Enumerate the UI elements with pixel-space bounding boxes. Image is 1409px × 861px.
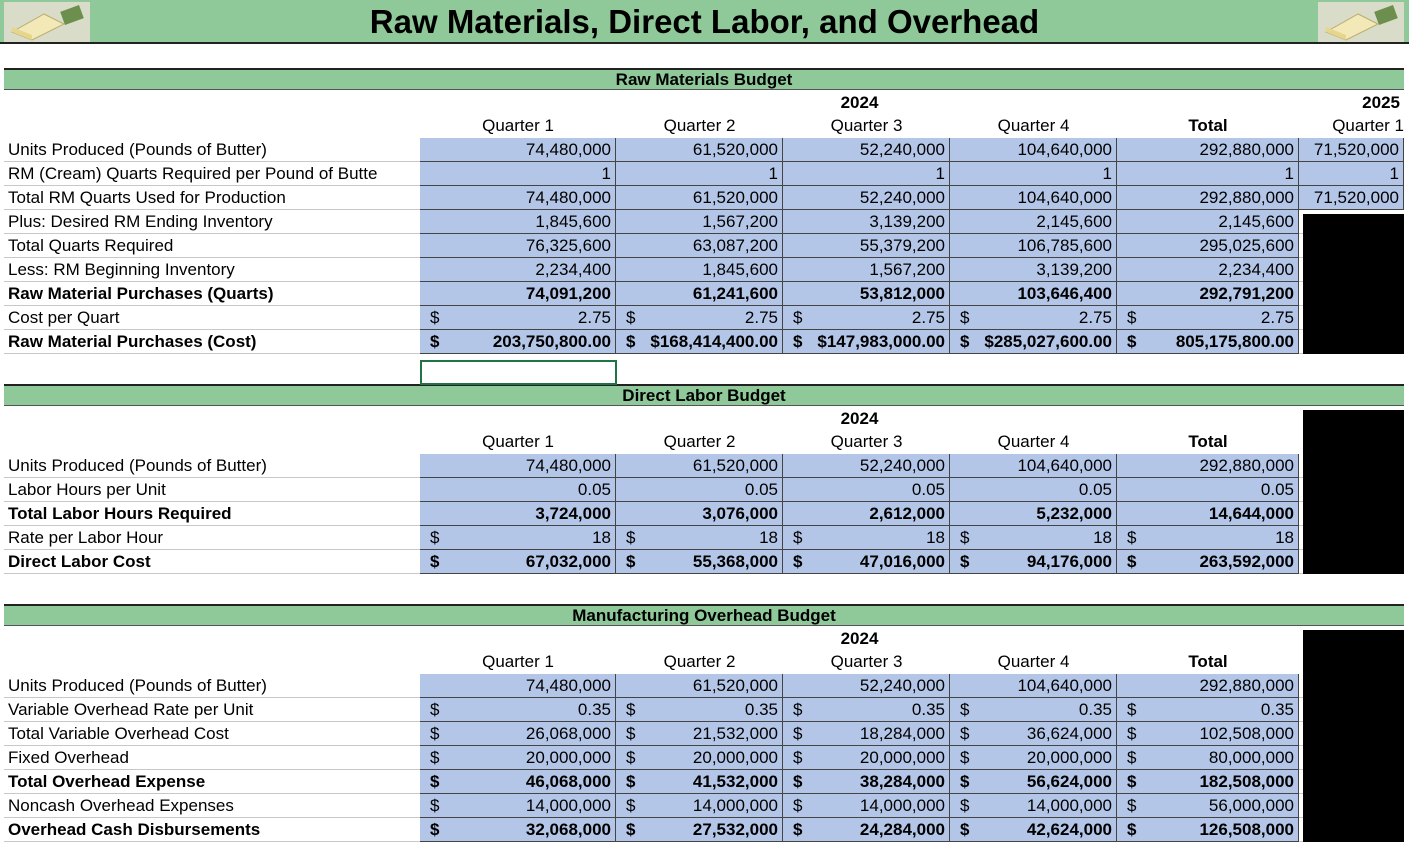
raw_materials-header-0: Quarter 1: [482, 116, 554, 135]
currency-symbol: $: [793, 820, 803, 839]
raw_materials-value-cell[interactable]: 1: [783, 162, 950, 186]
direct_labor-value-cell[interactable]: 47,016,000 $: [783, 550, 950, 574]
raw_materials-value-cell[interactable]: $285,027,600.00 $: [950, 330, 1117, 354]
currency-symbol: $: [430, 748, 440, 767]
currency-symbol: $: [626, 700, 636, 719]
raw_materials-row-label: Raw Material Purchases (Cost): [8, 332, 257, 351]
overhead-value-cell[interactable]: 32,068,000 $: [420, 818, 616, 842]
raw_materials-value-cell[interactable]: 2,234,400: [1117, 258, 1299, 282]
overhead-value-cell[interactable]: 14,000,000 $: [783, 794, 950, 818]
direct_labor-value-cell[interactable]: 3,724,000: [420, 502, 616, 526]
overhead-value-cell[interactable]: 0.35 $: [616, 698, 783, 722]
overhead-value-cell[interactable]: 182,508,000 $: [1117, 770, 1299, 794]
direct_labor-value-cell[interactable]: 18 $: [616, 526, 783, 550]
currency-symbol: $: [430, 528, 440, 547]
currency-symbol: $: [626, 308, 636, 327]
direct_labor-value-cell[interactable]: 18 $: [420, 526, 616, 550]
raw_materials-value-cell[interactable]: 1,567,200: [783, 258, 950, 282]
raw_materials-value-cell[interactable]: 74,091,200: [420, 282, 616, 306]
raw_materials-value-cell[interactable]: 76,325,600: [420, 234, 616, 258]
raw_materials-value-cell[interactable]: 61,520,000: [616, 186, 783, 210]
raw_materials-value-cell[interactable]: 104,640,000: [950, 138, 1117, 162]
raw_materials-value-cell[interactable]: 52,240,000: [783, 138, 950, 162]
overhead-section-title: Manufacturing Overhead Budget: [572, 606, 836, 625]
raw_materials-value-cell[interactable]: 1: [1299, 162, 1404, 186]
currency-symbol: $: [430, 820, 440, 839]
overhead-value-cell[interactable]: 20,000,000 $: [616, 746, 783, 770]
currency-symbol: $: [960, 748, 970, 767]
raw_materials-value-cell[interactable]: 61,241,600: [616, 282, 783, 306]
raw_materials-value-cell[interactable]: 1: [420, 162, 616, 186]
currency-symbol: $: [960, 528, 970, 547]
direct_labor-value-cell[interactable]: 18 $: [950, 526, 1117, 550]
currency-symbol: $: [793, 748, 803, 767]
raw_materials-year-label: 2024: [840, 93, 879, 112]
currency-symbol: $: [960, 552, 970, 571]
currency-symbol: $: [1127, 528, 1137, 547]
selected-cell[interactable]: [420, 360, 617, 385]
raw_materials-value-cell[interactable]: 292,880,000: [1117, 186, 1299, 210]
overhead-value-cell[interactable]: 52,240,000: [783, 674, 950, 698]
raw_materials-year-2025-label: 2025: [1362, 93, 1400, 112]
overhead-value-cell[interactable]: 80,000,000 $: [1117, 746, 1299, 770]
currency-symbol: $: [960, 332, 970, 351]
currency-symbol: $: [960, 724, 970, 743]
direct_labor-value-cell[interactable]: 94,176,000 $: [950, 550, 1117, 574]
direct_labor-value-cell[interactable]: 74,480,000: [420, 454, 616, 478]
currency-symbol: $: [793, 724, 803, 743]
raw_materials-value-cell[interactable]: 2.75 $: [616, 306, 783, 330]
raw_materials-value-cell[interactable]: 71,520,000: [1299, 186, 1404, 210]
overhead-value-cell[interactable]: 292,880,000: [1117, 674, 1299, 698]
raw_materials-value-cell[interactable]: 1: [616, 162, 783, 186]
raw_materials-value-cell[interactable]: 1,845,600: [616, 258, 783, 282]
direct_labor-value-cell[interactable]: 0.05: [1117, 478, 1299, 502]
currency-symbol: $: [430, 772, 440, 791]
overhead-value-cell[interactable]: 0.35 $: [950, 698, 1117, 722]
overhead-value-cell[interactable]: 14,000,000 $: [950, 794, 1117, 818]
direct_labor-row-label: Total Labor Hours Required: [8, 504, 232, 523]
overhead-value-cell[interactable]: 0.35 $: [1117, 698, 1299, 722]
raw_materials-value-cell[interactable]: 3,139,200: [950, 258, 1117, 282]
overhead-value-cell[interactable]: 61,520,000: [616, 674, 783, 698]
overhead-header-0: Quarter 1: [482, 652, 554, 671]
currency-symbol: $: [793, 700, 803, 719]
raw_materials-value-cell[interactable]: 1: [1117, 162, 1299, 186]
overhead-value-cell[interactable]: 24,284,000 $: [783, 818, 950, 842]
raw_materials-value-cell[interactable]: 1,845,600: [420, 210, 616, 234]
raw_materials-row-label: Total RM Quarts Used for Production: [8, 188, 286, 207]
overhead-value-cell[interactable]: 126,508,000 $: [1117, 818, 1299, 842]
raw_materials-row-label: Units Produced (Pounds of Butter): [8, 140, 267, 159]
currency-symbol: $: [626, 724, 636, 743]
overhead-value-cell[interactable]: 20,000,000 $: [783, 746, 950, 770]
raw_materials-value-cell[interactable]: 2.75 $: [1117, 306, 1299, 330]
direct_labor-value-cell[interactable]: 0.05: [950, 478, 1117, 502]
overhead-row-label: Overhead Cash Disbursements: [8, 820, 261, 839]
overhead-value-cell[interactable]: 38,284,000 $: [783, 770, 950, 794]
raw_materials-value-cell[interactable]: 103,646,400: [950, 282, 1117, 306]
overhead-year-label: 2024: [840, 629, 879, 648]
currency-symbol: $: [430, 332, 440, 351]
overhead-value-cell[interactable]: 36,624,000 $: [950, 722, 1117, 746]
overhead-row-label: Total Overhead Expense: [8, 772, 206, 791]
raw_materials-value-cell[interactable]: 63,087,200: [616, 234, 783, 258]
overhead-row-label: Fixed Overhead: [8, 748, 129, 767]
currency-symbol: $: [1127, 332, 1137, 351]
currency-symbol: $: [430, 308, 440, 327]
butter-logo-icon: [1318, 2, 1404, 42]
overhead-value-cell[interactable]: 46,068,000 $: [420, 770, 616, 794]
raw_materials-value-cell[interactable]: $168,414,400.00 $: [616, 330, 783, 354]
raw_materials-header-4: Total: [1188, 116, 1228, 135]
raw_materials-value-cell[interactable]: $147,983,000.00 $: [783, 330, 950, 354]
direct_labor-value-cell[interactable]: 3,076,000: [616, 502, 783, 526]
direct_labor-value-cell[interactable]: 0.05: [616, 478, 783, 502]
currency-symbol: $: [626, 796, 636, 815]
overhead-value-cell[interactable]: 26,068,000 $: [420, 722, 616, 746]
raw_materials-section-title: Raw Materials Budget: [615, 70, 793, 89]
overhead-value-cell[interactable]: 0.35 $: [783, 698, 950, 722]
currency-symbol: $: [960, 700, 970, 719]
direct_labor-value-cell[interactable]: 0.05: [420, 478, 616, 502]
overhead-header-1: Quarter 2: [663, 652, 736, 671]
currency-symbol: $: [1127, 700, 1137, 719]
direct_labor-blacked-out-area: [1303, 410, 1404, 574]
direct_labor-row-label: Rate per Labor Hour: [8, 528, 163, 547]
raw_materials-blacked-out-area: [1303, 214, 1404, 354]
currency-symbol: $: [1127, 772, 1137, 791]
overhead-row-label: Units Produced (Pounds of Butter): [8, 676, 267, 695]
raw_materials-value-cell[interactable]: 106,785,600: [950, 234, 1117, 258]
raw_materials-row-label: Total Quarts Required: [8, 236, 174, 255]
raw_materials-row-label: RM (Cream) Quarts Required per Pound of Butte: [8, 164, 378, 183]
direct_labor-header-3: Quarter 4: [997, 432, 1070, 451]
currency-symbol: $: [793, 528, 803, 547]
direct_labor-value-cell[interactable]: 104,640,000: [950, 454, 1117, 478]
overhead-value-cell[interactable]: 18,284,000 $: [783, 722, 950, 746]
raw_materials-value-cell[interactable]: 2.75 $: [420, 306, 616, 330]
direct_labor-header-1: Quarter 2: [663, 432, 736, 451]
overhead-value-cell[interactable]: 41,532,000 $: [616, 770, 783, 794]
currency-symbol: $: [1127, 748, 1137, 767]
overhead-value-cell[interactable]: 20,000,000 $: [950, 746, 1117, 770]
direct_labor-value-cell[interactable]: 5,232,000: [950, 502, 1117, 526]
overhead-header-3: Quarter 4: [997, 652, 1070, 671]
raw_materials-header-1: Quarter 2: [663, 116, 736, 135]
currency-symbol: $: [626, 820, 636, 839]
direct_labor-header-4: Total: [1188, 432, 1228, 451]
direct_labor-value-cell[interactable]: 18 $: [1117, 526, 1299, 550]
currency-symbol: $: [1127, 820, 1137, 839]
direct_labor-section-title: Direct Labor Budget: [622, 386, 786, 405]
raw_materials-row-label: Plus: Desired RM Ending Inventory: [8, 212, 273, 231]
currency-symbol: $: [626, 772, 636, 791]
raw_materials-value-cell[interactable]: 74,480,000: [420, 186, 616, 210]
raw_materials-value-cell[interactable]: 2,145,600: [1117, 210, 1299, 234]
currency-symbol: $: [1127, 796, 1137, 815]
overhead-header-4: Total: [1188, 652, 1228, 671]
direct_labor-value-cell[interactable]: 263,592,000 $: [1117, 550, 1299, 574]
page-title: Raw Materials, Direct Labor, and Overhead: [369, 3, 1040, 40]
overhead-row-label: Total Variable Overhead Cost: [8, 724, 229, 743]
overhead-row-label: Variable Overhead Rate per Unit: [8, 700, 254, 719]
currency-symbol: $: [793, 552, 803, 571]
overhead-value-cell[interactable]: 74,480,000: [420, 674, 616, 698]
currency-symbol: $: [430, 552, 440, 571]
direct_labor-value-cell[interactable]: 14,644,000: [1117, 502, 1299, 526]
currency-symbol: $: [626, 528, 636, 547]
currency-symbol: $: [793, 332, 803, 351]
raw_materials-value-cell[interactable]: 805,175,800.00 $: [1117, 330, 1299, 354]
direct_labor-value-cell[interactable]: 0.05: [783, 478, 950, 502]
currency-symbol: $: [626, 552, 636, 571]
overhead-value-cell[interactable]: 14,000,000 $: [420, 794, 616, 818]
raw_materials-row-label: Raw Material Purchases (Quarts): [8, 284, 274, 303]
currency-symbol: $: [626, 332, 636, 351]
overhead-value-cell[interactable]: 42,624,000 $: [950, 818, 1117, 842]
raw_materials-row-label: Less: RM Beginning Inventory: [8, 260, 235, 279]
raw_materials-value-cell[interactable]: 3,139,200: [783, 210, 950, 234]
raw_materials-row-label: Cost per Quart: [8, 308, 120, 327]
raw_materials-value-cell[interactable]: 292,880,000: [1117, 138, 1299, 162]
currency-symbol: $: [1127, 724, 1137, 743]
overhead-value-cell[interactable]: 27,532,000 $: [616, 818, 783, 842]
currency-symbol: $: [1127, 552, 1137, 571]
raw_materials-value-cell[interactable]: 2,145,600: [950, 210, 1117, 234]
raw_materials-value-cell[interactable]: 55,379,200: [783, 234, 950, 258]
raw_materials-value-cell[interactable]: 292,791,200: [1117, 282, 1299, 306]
raw_materials-value-cell[interactable]: 1,567,200: [616, 210, 783, 234]
raw_materials-value-cell[interactable]: 104,640,000: [950, 186, 1117, 210]
direct_labor-value-cell[interactable]: 18 $: [783, 526, 950, 550]
direct_labor-row-label: Direct Labor Cost: [8, 552, 151, 571]
raw_materials-value-cell[interactable]: 203,750,800.00 $: [420, 330, 616, 354]
currency-symbol: $: [430, 796, 440, 815]
raw_materials-value-cell[interactable]: 71,520,000: [1299, 138, 1404, 162]
raw_materials-value-cell[interactable]: 2,234,400: [420, 258, 616, 282]
direct_labor-value-cell[interactable]: 292,880,000: [1117, 454, 1299, 478]
overhead-value-cell[interactable]: 21,532,000 $: [616, 722, 783, 746]
currency-symbol: $: [430, 724, 440, 743]
overhead-value-cell[interactable]: 14,000,000 $: [616, 794, 783, 818]
raw_materials-value-cell[interactable]: 52,240,000: [783, 186, 950, 210]
raw_materials-header-2: Quarter 3: [830, 116, 903, 135]
butter-logo-icon: [4, 2, 90, 42]
currency-symbol: $: [793, 796, 803, 815]
raw_materials-value-cell[interactable]: 1: [950, 162, 1117, 186]
overhead-value-cell[interactable]: 56,000,000 $: [1117, 794, 1299, 818]
direct_labor-value-cell[interactable]: 61,520,000: [616, 454, 783, 478]
direct_labor-row-label: Labor Hours per Unit: [8, 480, 166, 499]
overhead-value-cell[interactable]: 0.35 $: [420, 698, 616, 722]
currency-symbol: $: [960, 308, 970, 327]
overhead-value-cell[interactable]: 20,000,000 $: [420, 746, 616, 770]
direct_labor-value-cell[interactable]: 67,032,000 $: [420, 550, 616, 574]
currency-symbol: $: [626, 748, 636, 767]
overhead-header-2: Quarter 3: [830, 652, 903, 671]
direct_labor-value-cell[interactable]: 52,240,000: [783, 454, 950, 478]
raw_materials-header-5: Quarter 1: [1332, 116, 1404, 135]
direct_labor-header-0: Quarter 1: [482, 432, 554, 451]
currency-symbol: $: [1127, 308, 1137, 327]
overhead-row-label: Noncash Overhead Expenses: [8, 796, 234, 815]
raw_materials-value-cell[interactable]: 2.75 $: [783, 306, 950, 330]
raw_materials-value-cell[interactable]: 2.75 $: [950, 306, 1117, 330]
currency-symbol: $: [960, 772, 970, 791]
raw_materials-header-3: Quarter 4: [997, 116, 1070, 135]
currency-symbol: $: [960, 796, 970, 815]
direct_labor-value-cell[interactable]: 55,368,000 $: [616, 550, 783, 574]
currency-symbol: $: [430, 700, 440, 719]
overhead-blacked-out-area: [1303, 630, 1404, 842]
currency-symbol: $: [793, 308, 803, 327]
raw_materials-value-cell[interactable]: 53,812,000: [783, 282, 950, 306]
direct_labor-header-2: Quarter 3: [830, 432, 903, 451]
raw_materials-value-cell[interactable]: 61,520,000: [616, 138, 783, 162]
raw_materials-value-cell[interactable]: 74,480,000: [420, 138, 616, 162]
currency-symbol: $: [960, 820, 970, 839]
overhead-value-cell[interactable]: 56,624,000 $: [950, 770, 1117, 794]
raw_materials-value-cell[interactable]: 295,025,600: [1117, 234, 1299, 258]
currency-symbol: $: [793, 772, 803, 791]
overhead-value-cell[interactable]: 104,640,000: [950, 674, 1117, 698]
direct_labor-value-cell[interactable]: 2,612,000: [783, 502, 950, 526]
overhead-value-cell[interactable]: 102,508,000 $: [1117, 722, 1299, 746]
direct_labor-year-label: 2024: [840, 409, 879, 428]
direct_labor-row-label: Units Produced (Pounds of Butter): [8, 456, 267, 475]
